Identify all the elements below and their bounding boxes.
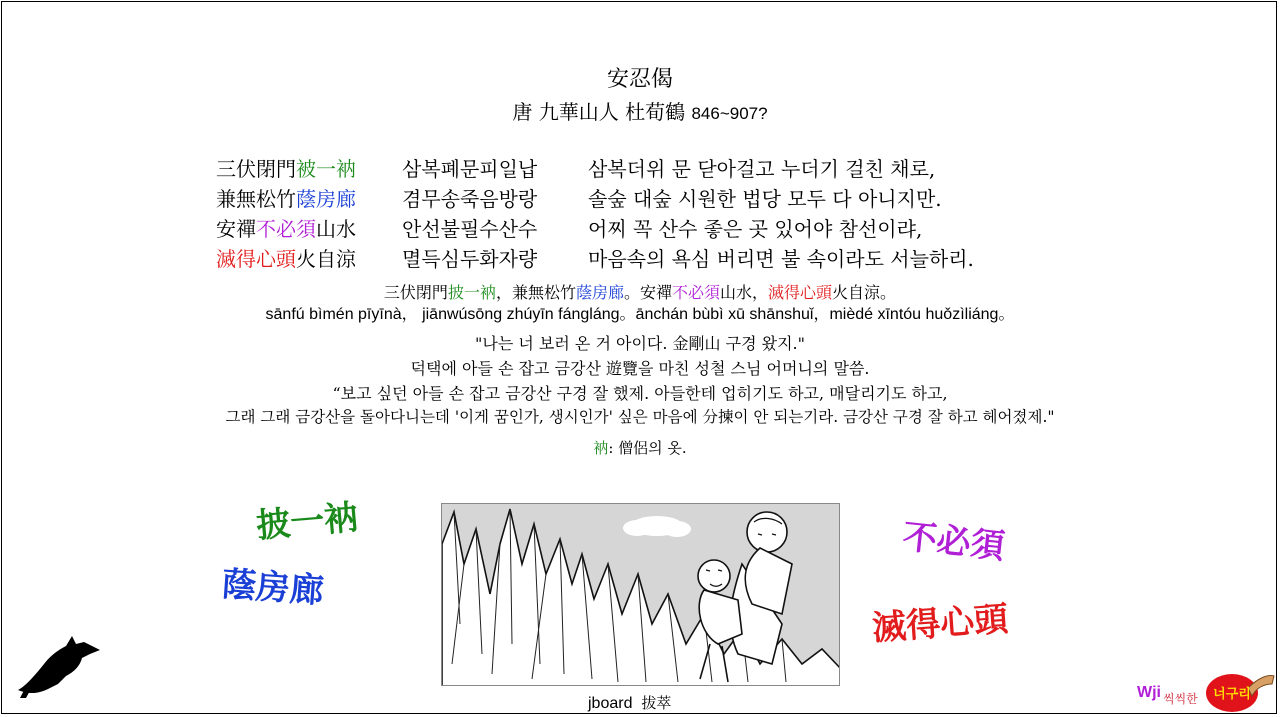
summary-segment: 滅得心頭 xyxy=(768,283,833,302)
caption-title: 拔萃 xyxy=(641,694,672,712)
poem-line xyxy=(216,184,974,214)
fox-silhouette-icon xyxy=(14,628,104,700)
hanja-segment-highlight: 不必須 xyxy=(256,217,316,241)
gloss-word: 衲 xyxy=(593,439,609,457)
commentary-line: “보고 싶던 아들 손 잡고 금강산 구경 잘 했제. 아들한테 업히기도 하고, 매달리기도 하고, xyxy=(332,384,948,403)
brand-logo: Wji xyxy=(1137,684,1161,701)
poem-reading: 안선불필수산수 xyxy=(402,217,538,241)
poem-summary xyxy=(0,280,1280,303)
mountain-drawing xyxy=(442,504,840,686)
commentary-line: "나는 너 보러 온 거 아이다. 金剛山 구경 왔지." xyxy=(475,334,805,353)
poem-line xyxy=(216,244,974,274)
commentary-line: 덕택에 아들 손 잡고 금강산 遊覽을 마친 성철 스님 어머니의 말씀. xyxy=(410,359,870,378)
summary-segment: 火自涼。 xyxy=(832,283,897,302)
author-line: 唐 九華山人 杜荀鶴 xyxy=(512,100,686,124)
gloss-note xyxy=(0,437,1280,458)
hanja-segment: 山水 xyxy=(316,217,356,241)
big-word-red: 滅得心頭 xyxy=(871,599,1010,649)
hanja-segment-highlight: 滅得心頭 xyxy=(216,247,296,271)
big-word-blue: 蔭房廊 xyxy=(220,564,326,612)
poem-line xyxy=(216,154,974,184)
poem-translation: 마음속의 욕심 버리면 불 속이라도 서늘하리. xyxy=(588,247,974,271)
author-years: 846~907? xyxy=(691,104,768,123)
poem-hanja xyxy=(216,244,402,274)
summary-segment: ，兼無松竹 xyxy=(495,283,576,302)
poem-reading: 멸득심두화자량 xyxy=(402,247,538,271)
poem-line xyxy=(216,214,974,244)
poem-hanja xyxy=(216,154,402,184)
poem-reading: 겸무송죽음방랑 xyxy=(402,187,538,211)
pinyin-line: sānfú bìmén pīyīnà， jiānwúsōng zhúyīn fángláng。ānchán bùbì xū shānshuǐ，mièdé xīntóu huǒzìliáng。 xyxy=(265,306,1015,323)
poem-title: 安忍偈 xyxy=(606,67,673,92)
poem-hanja xyxy=(216,184,402,214)
badge-label: 너구리 xyxy=(1213,687,1251,702)
gloss-text: : 僧侶의 옷. xyxy=(608,439,687,457)
summary-segment: 三伏閉門 xyxy=(383,283,448,302)
poem-byline xyxy=(0,96,1280,125)
poem-translation: 어찌 꼭 산수 좋은 곳 있어야 참선이랴, xyxy=(588,217,923,241)
hanja-segment-highlight: 蔭房廊 xyxy=(296,187,356,211)
mountain-illustration xyxy=(441,503,840,686)
summary-segment: 蔭房廊 xyxy=(575,283,624,302)
hanja-segment: 三伏閉門 xyxy=(216,157,296,181)
big-word-green: 披一衲 xyxy=(254,497,360,547)
summary-segment: 。安禪 xyxy=(623,283,672,302)
brand-sub: 씩씩한 xyxy=(1163,692,1198,706)
poem-translation: 삼복더위 문 닫아걸고 누더기 걸친 채로, xyxy=(588,157,936,181)
poem-reading: 삼복폐문피일납 xyxy=(402,157,538,181)
hanja-segment: 兼無松竹 xyxy=(216,187,296,211)
hanja-segment: 火自涼 xyxy=(296,247,356,271)
summary-segment: 不必須 xyxy=(672,283,721,302)
big-word-purple: 不必須 xyxy=(900,516,1007,568)
poem-hanja xyxy=(216,214,402,244)
raccoon-badge-icon xyxy=(1204,668,1276,714)
summary-segment: 披一衲 xyxy=(447,283,496,302)
caption-board: jboard xyxy=(588,695,633,712)
summary-segment: 山水， xyxy=(720,283,769,302)
commentary-line: 그래 그래 금강산을 돌아다니는데 '이게 꿈인가, 생시인가' 싶은 마음에 分揀이 안 되는기라. 금강산 구경 잘 하고 헤어졌제." xyxy=(225,408,1055,426)
poem-translation: 솔숲 대숲 시원한 법당 모두 다 아니지만. xyxy=(588,187,942,211)
image-caption xyxy=(588,692,671,713)
hanja-segment-highlight: 被一衲 xyxy=(296,157,356,181)
poem-table xyxy=(216,154,974,274)
hanja-segment: 安禪 xyxy=(216,217,256,241)
